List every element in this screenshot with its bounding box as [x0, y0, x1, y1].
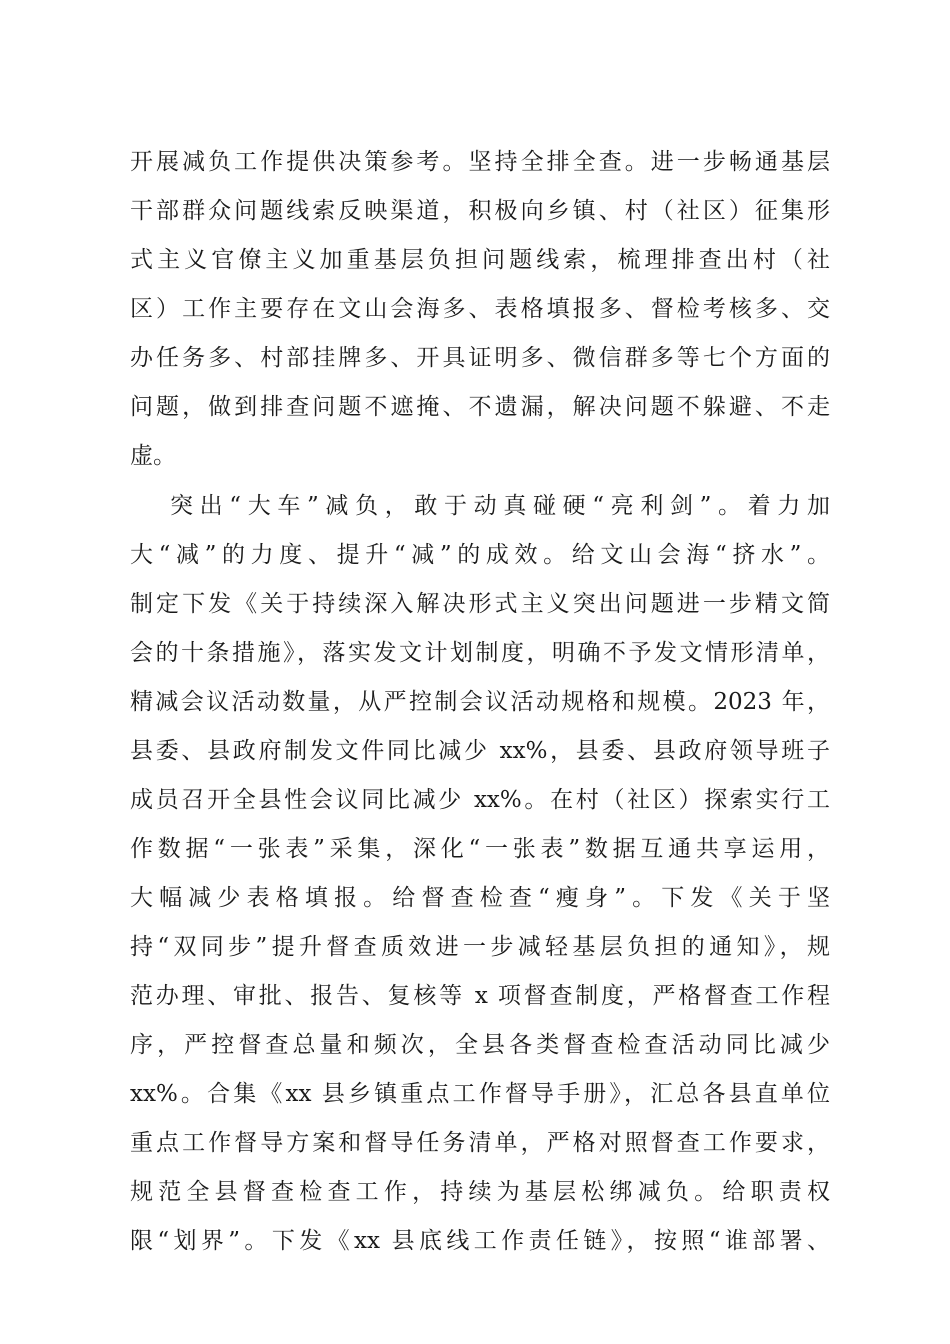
text-line: 办任务多、村部挂牌多、开具证明多、微信群多等七个方面的 — [130, 345, 830, 371]
text-line: 问题，做到排查问题不遮掩、不遗漏，解决问题不躲避、不走 — [130, 394, 830, 420]
text-line: 区）工作主要存在文山会海多、表格填报多、督检考核多、交 — [130, 296, 830, 322]
text-line: 序，严控督查总量和频次，全县各类督查检查活动同比减少 — [130, 1032, 830, 1058]
text-line: 限“划界”。下发《xx 县底线工作责任链》，按照“谁部署、 — [130, 1228, 830, 1254]
text-line: 大“减”的力度、提升“减”的成效。给文山会海“挤水”。 — [130, 542, 830, 568]
paragraph-first-line: 突出“大车”减负，敢于动真碰硬“亮利剑”。着力加 — [170, 493, 830, 519]
text-line: 成员召开全县性会议同比减少 xx%。在村（社区）探索实行工 — [130, 787, 830, 813]
text-line: xx%。合集《xx 县乡镇重点工作督导手册》，汇总各县直单位 — [130, 1081, 830, 1107]
text-line: 干部群众问题线索反映渠道，积极向乡镇、村（社区）征集形 — [130, 198, 830, 224]
text-line: 精减会议活动数量，从严控制会议活动规格和规模。2023 年， — [130, 689, 830, 715]
text-line: 县委、县政府制发文件同比减少 xx%，县委、县政府领导班子 — [130, 738, 830, 764]
text-line: 会的十条措施》，落实发文计划制度，明确不予发文情形清单， — [130, 640, 830, 666]
text-line: 重点工作督导方案和督导任务清单，严格对照督查工作要求， — [130, 1130, 830, 1156]
text-line: 式主义官僚主义加重基层负担问题线索，梳理排查出村（社 — [130, 247, 830, 273]
text-line: 大幅减少表格填报。给督查检查“瘦身”。下发《关于坚 — [130, 885, 830, 911]
text-line: 范办理、审批、报告、复核等 x 项督查制度，严格督查工作程 — [130, 983, 830, 1009]
text-line: 虚。 — [130, 443, 176, 469]
text-line: 作数据“一张表”采集，深化“一张表”数据互通共享运用， — [130, 836, 830, 862]
text-line: 规范全县督查检查工作，持续为基层松绑减负。给职责权 — [130, 1179, 830, 1205]
text-line: 开展减负工作提供决策参考。坚持全排全查。进一步畅通基层 — [130, 149, 830, 175]
text-line: 持“双同步”提升督查质效进一步减轻基层负担的通知》，规 — [130, 934, 830, 960]
text-line: 制定下发《关于持续深入解决形式主义突出问题进一步精文简 — [130, 591, 830, 617]
